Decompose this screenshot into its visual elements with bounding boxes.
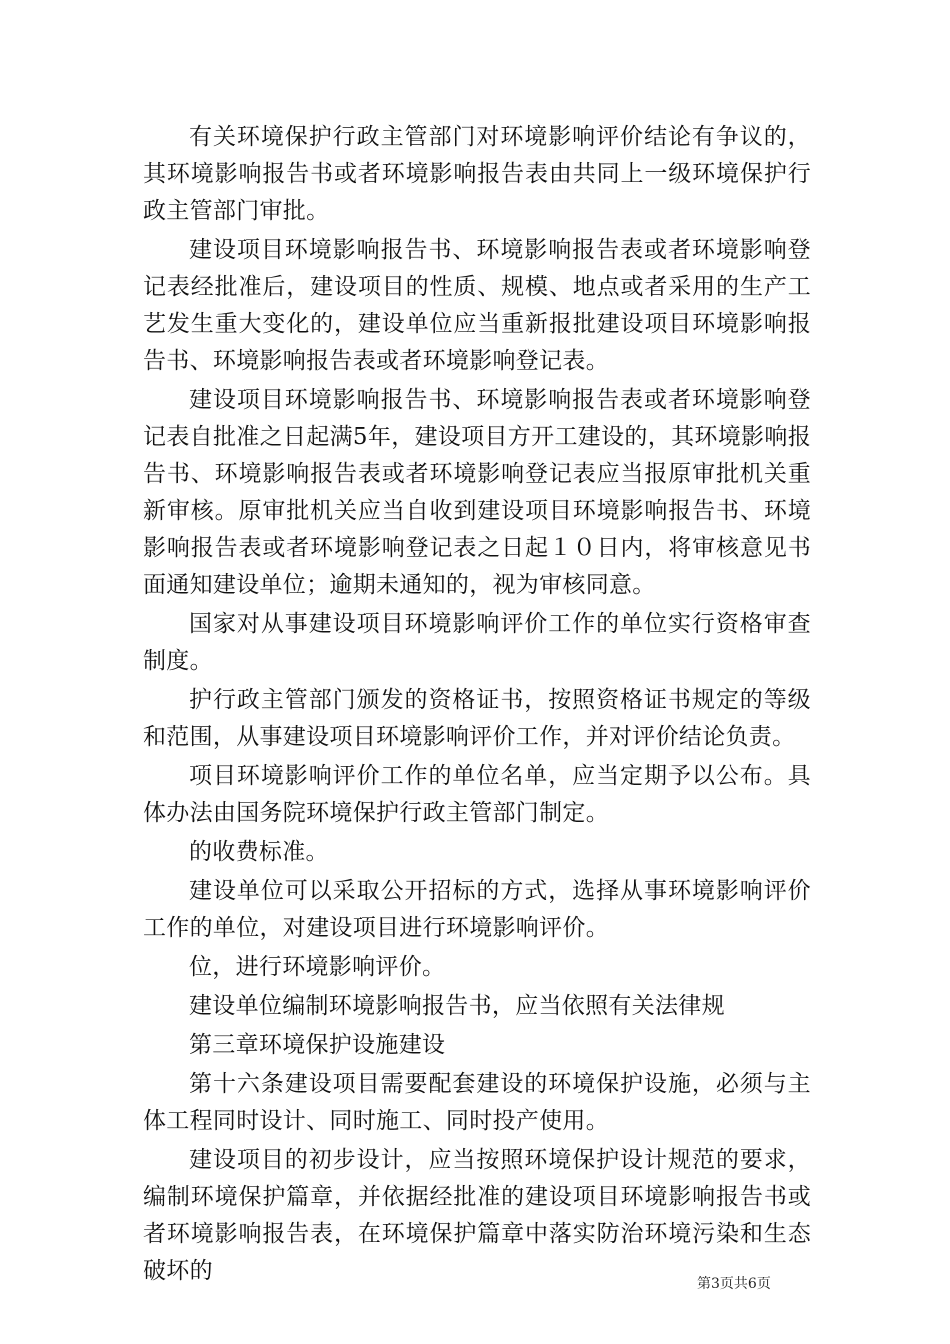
paragraph: 建设项目的初步设计，应当按照环境保护设计规范的要求，编制环境保护篇章，并依据经批准的建设项目环境影响报告书或者环境影响报告表，在环境保护篇章中落实防治环境污染和生态破坏的	[143, 1147, 811, 1284]
paragraph: 国家对从事建设项目环境影响评价工作的单位实行资格审查制度。	[143, 611, 811, 674]
page-number-footer: 第3页共6页	[697, 1276, 771, 1292]
paragraph: 建设项目环境影响报告书、环境影响报告表或者环境影响登记表经批准后，建设项目的性质、规模、地点或者采用的生产工艺发生重大变化的，建设单位应当重新报批建设项目环境影响报告书、环境影响报告表或者环境影响登记表。	[143, 237, 811, 374]
paragraph: 项目环境影响评价工作的单位名单，应当定期予以公布。具体办法由国务院环境保护行政主管部门制定。	[143, 763, 811, 826]
paragraph: 位，进行环境影响评价。	[189, 954, 446, 980]
paragraph: 建设项目环境影响报告书、环境影响报告表或者环境影响登记表自批准之日起满5年，建设项目方开工建设的，其环境影响报告书、环境影响报告表或者环境影响登记表应当报原审批机关重新审核。原审批机关应当自收到建设项目环境影响报告书、环境影响报告表或者环境影响登记表之日起１０日内，将审核意见书面通知建设单位；逾期未通知的，视为审核同意。	[143, 387, 811, 598]
paragraph: 有关环境保护行政主管部门对环境影响评价结论有争议的，其环境影响报告书或者环境影响报告表由共同上一级环境保护行政主管部门审批。	[143, 124, 811, 224]
paragraph: 建设单位编制环境影响报告书，应当依照有关法律规	[189, 993, 725, 1019]
paragraph: 第十六条建设项目需要配套建设的环境保护设施，必须与主体工程同时设计、同时施工、同时投产使用。	[143, 1071, 811, 1134]
paragraph: 护行政主管部门颁发的资格证书，按照资格证书规定的等级和范围，从事建设项目环境影响评价工作，并对评价结论负责。	[143, 687, 811, 750]
paragraph: 的收费标准。	[189, 839, 329, 865]
paragraph: 建设单位可以采取公开招标的方式，选择从事环境影响评价工作的单位，对建设项目进行环境影响评价。	[143, 878, 811, 941]
document-body	[143, 119, 811, 1292]
chapter-heading: 第三章环境保护设施建设	[189, 1032, 446, 1058]
